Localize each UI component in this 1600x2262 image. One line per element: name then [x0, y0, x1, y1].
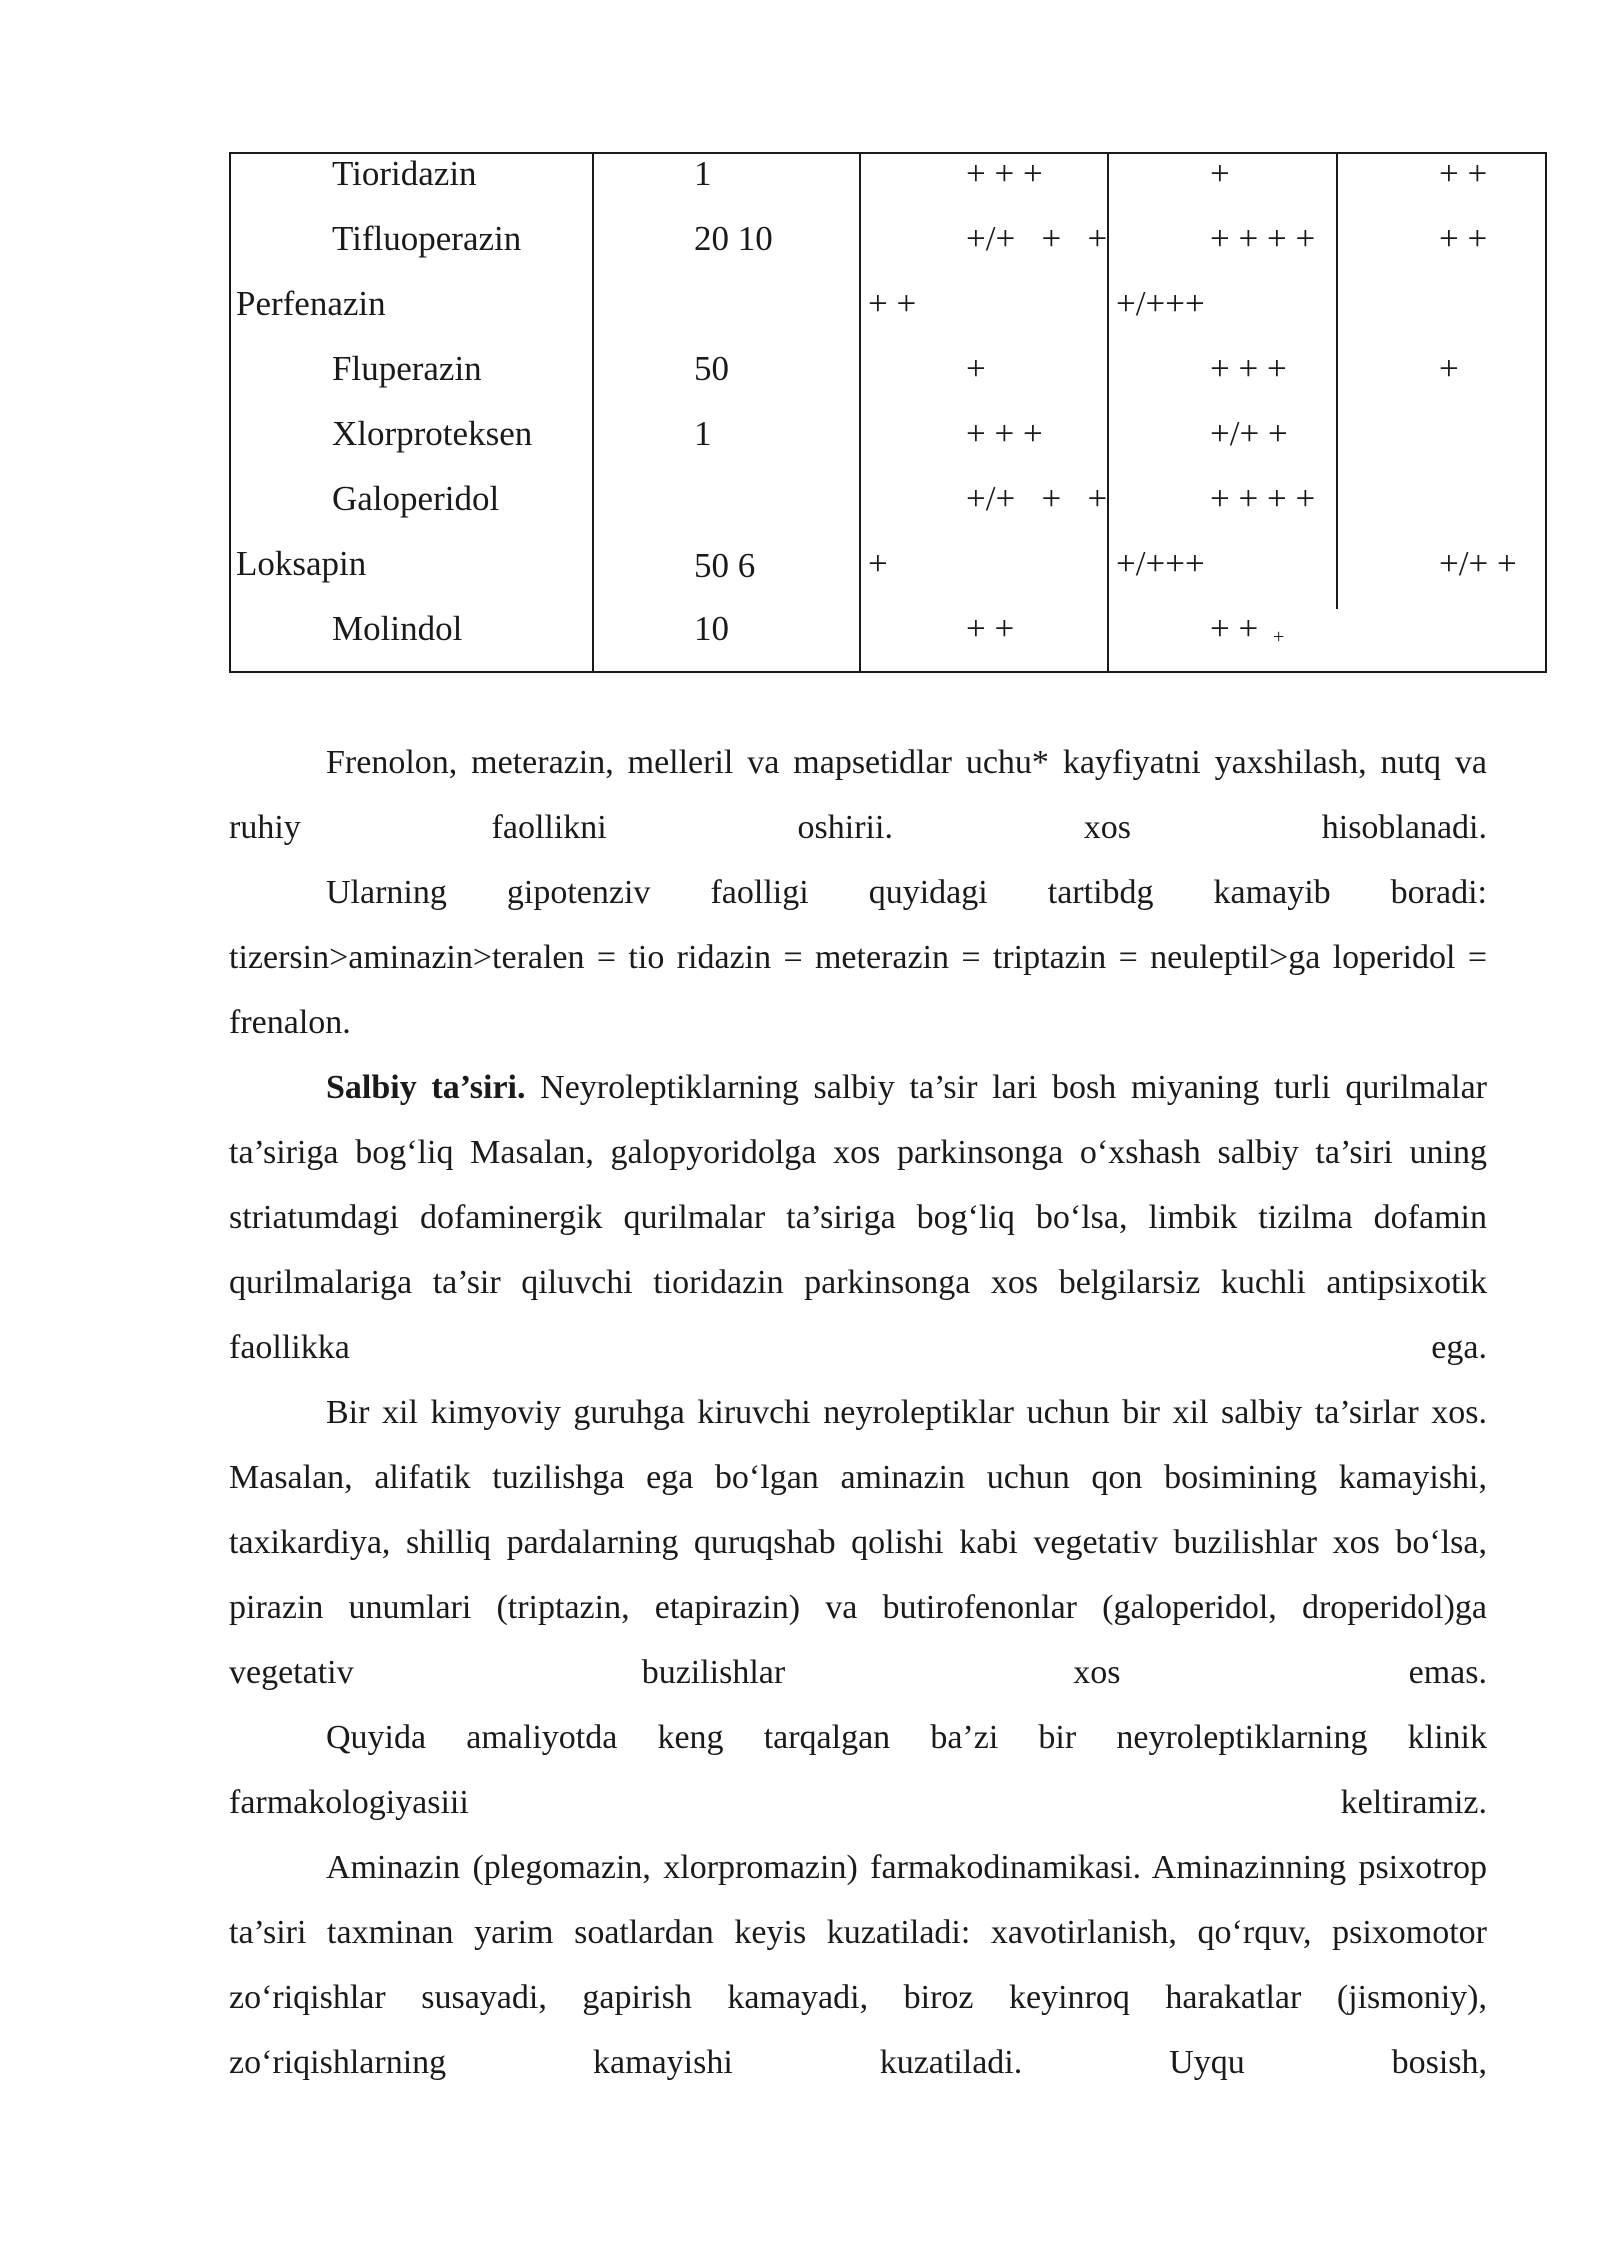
table-cell-dose: 50	[694, 349, 729, 388]
column-divider	[1336, 154, 1338, 609]
table-cell-drug: Loksapin	[236, 544, 367, 583]
column-divider	[592, 154, 594, 671]
table-cell-dose: 1	[694, 154, 712, 193]
table-cell-value: +	[1210, 154, 1230, 193]
table-cell-value: +/+ +	[1210, 414, 1288, 453]
paragraph-heading: Salbiy ta’siri.	[326, 1069, 526, 1106]
body-text	[229, 730, 1487, 2095]
table-cell-value: +/+++	[1116, 544, 1205, 583]
table-cell-value: + + + +	[1210, 219, 1316, 258]
table-cell-value: +	[868, 544, 888, 583]
table-cell-value: + + +	[1210, 349, 1287, 388]
table-cell-value: + + +	[966, 414, 1043, 453]
table-cell-value: + +	[1210, 609, 1259, 648]
table-cell-value: + +	[1439, 154, 1488, 193]
column-divider	[859, 154, 861, 671]
paragraph: Quyida amaliyotda keng tarqalgan ba’zi bir neyroleptiklarning klinik farmakologiyasiii keltiramiz.	[229, 1719, 1487, 1821]
paragraph: Ularning gipotenziv faolligi quyidagi tartibdg kamayib boradi: tizersin>aminazin>teralen = tio ridazin = meterazin = triptazin = neuleptil>ga loperidol = frenalon.	[229, 874, 1487, 1041]
table-cell-dose: 20 10	[694, 219, 773, 258]
table-cell-drug: Molindol	[332, 609, 463, 648]
paragraph: Bir xil kimyoviy guruhga kiruvchi neyroleptiklar uchun bir xil salbiy ta’sirlar xos. Masalan, alifatik tuzilishga ega bo‘lgan aminazin uchun qon bosimining kamayishi, taxikardiya, shilliq pardalarning quruqshab qolishi kabi vegetativ buzilishlar xos bo‘lsa, pirazin unumlari (triptazin, etapirazin) va butirofenonlar (galoperidol, droperidol)ga vegetativ buzilishlar xos emas.	[229, 1394, 1487, 1691]
paragraph-body: Neyroleptiklarning salbiy ta’sir lari bosh miyaning turli qurilmalar ta’siriga bog‘liq Masalan, galopyoridolga xos parkinsonga o‘xshash salbiy ta’siri uning striatumdagi dofaminergik qurilmalar ta’siriga bog‘liq bo‘lsa, limbik tizilma dofamin qurilmalariga ta’sir qiluvchi tioridazin parkinsonga xos belgilarsiz kuchli antipsixotik faollikka ega.	[229, 1069, 1487, 1366]
table-cell-value: + + + +	[1210, 479, 1316, 518]
table-cell-value: + +	[966, 609, 1015, 648]
table-cell-value: + + +	[966, 154, 1043, 193]
table-cell-value: +/+ + +	[966, 479, 1108, 518]
table-cell-drug: Perfenazin	[236, 284, 386, 323]
table-cell-drug: Tioridazin	[332, 154, 477, 193]
table-cell-value: +	[1439, 349, 1459, 388]
table-cell-dose: 10	[694, 609, 729, 648]
table-cell-value: +/+ + +	[966, 219, 1108, 258]
table-cell-value: +/+ +	[1439, 544, 1517, 583]
drug-table	[229, 152, 1547, 673]
column-divider	[1107, 154, 1109, 671]
table-cell-value: + +	[1439, 219, 1488, 258]
table-cell-drug: Galoperidol	[332, 479, 500, 518]
table-cell-drug: Fluperazin	[332, 349, 482, 388]
table-cell-value: + +	[868, 284, 917, 323]
table-cell-value: +	[966, 349, 986, 388]
table-cell-value-small: +	[1273, 626, 1285, 648]
table-cell-value: +/+++	[1116, 284, 1205, 323]
paragraph: Frenolon, meterazin, melleril va mapsetidlar uchu* kayfiyatni yaxshilash, nutq va ruhiy faollikni oshirii. xos hisoblanadi.	[229, 744, 1487, 846]
table-cell-drug: Xlorproteksen	[332, 414, 533, 453]
paragraph	[229, 1055, 1487, 1380]
table-cell-dose: 50 6	[694, 546, 756, 585]
table-cell-drug: Tifluoperazin	[332, 219, 522, 258]
table-cell-dose: 1	[694, 414, 712, 453]
paragraph: Aminazin (plegomazin, xlorpromazin) farmakodinamikasi. Aminazinning psixotrop ta’siri taxminan yarim soatlardan keyis kuzatiladi: xavotirlanish, qo‘rquv, psixomotor zo‘riqishlar susayadi, gapirish kamayadi, biroz keyinroq harakatlar (jismoniy), zo‘riqishlarning kamayishi kuzatiladi. Uyqu bosish,	[229, 1849, 1487, 2081]
